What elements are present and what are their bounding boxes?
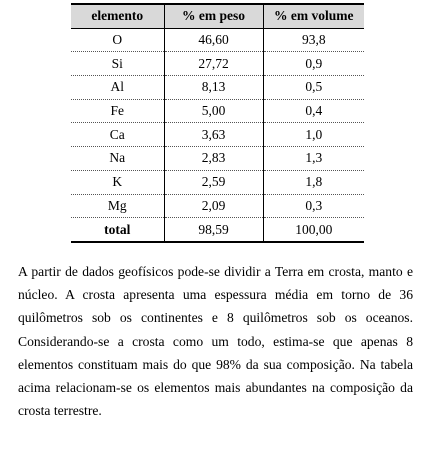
cell-element: Si	[71, 52, 164, 76]
cell-volume: 0,4	[263, 99, 364, 123]
total-label: total	[71, 218, 164, 242]
cell-element: Ca	[71, 123, 164, 147]
table-total-row	[71, 218, 364, 242]
cell-element: O	[71, 28, 164, 52]
cell-weight: 27,72	[164, 52, 263, 76]
table-row	[71, 99, 364, 123]
cell-weight: 5,00	[164, 99, 263, 123]
cell-volume: 0,9	[263, 52, 364, 76]
table-row	[71, 52, 364, 76]
cell-weight: 8,13	[164, 76, 263, 100]
cell-weight: 2,59	[164, 170, 263, 194]
header-volume: % em volume	[263, 4, 364, 28]
table-row	[71, 28, 364, 52]
description-paragraph: A partir de dados geofísicos pode-se dividir a Terra em crosta, manto e núcleo. A crosta apresenta uma espessura média em torno de 36 quilômetros sob os continentes e 8 quilômetros sob os oceanos. Considerando-se a crosta como um todo, estima-se que apenas 8 elementos constituam mais do que 98% da sua composição. Na tabela acima relacionam-se os elementos mais abundantes na composição da crosta terrestre.	[18, 264, 413, 419]
cell-weight: 2,83	[164, 147, 263, 171]
cell-element: K	[71, 170, 164, 194]
total-weight: 98,59	[164, 218, 263, 242]
table-row	[71, 76, 364, 100]
cell-volume: 1,8	[263, 170, 364, 194]
table-header-row	[71, 4, 364, 28]
cell-element: Fe	[71, 99, 164, 123]
total-volume: 100,00	[263, 218, 364, 242]
cell-element: Al	[71, 76, 164, 100]
table-row	[71, 194, 364, 218]
cell-volume: 93,8	[263, 28, 364, 52]
header-peso: % em peso	[164, 4, 263, 28]
table-row	[71, 170, 364, 194]
table-row	[71, 123, 364, 147]
header-elemento: elemento	[71, 4, 164, 28]
cell-volume: 0,5	[263, 76, 364, 100]
cell-volume: 1,0	[263, 123, 364, 147]
cell-volume: 1,3	[263, 147, 364, 171]
cell-weight: 3,63	[164, 123, 263, 147]
composition-table	[71, 3, 364, 243]
cell-volume: 0,3	[263, 194, 364, 218]
cell-element: Na	[71, 147, 164, 171]
cell-weight: 2,09	[164, 194, 263, 218]
cell-weight: 46,60	[164, 28, 263, 52]
table-row	[71, 147, 364, 171]
cell-element: Mg	[71, 194, 164, 218]
